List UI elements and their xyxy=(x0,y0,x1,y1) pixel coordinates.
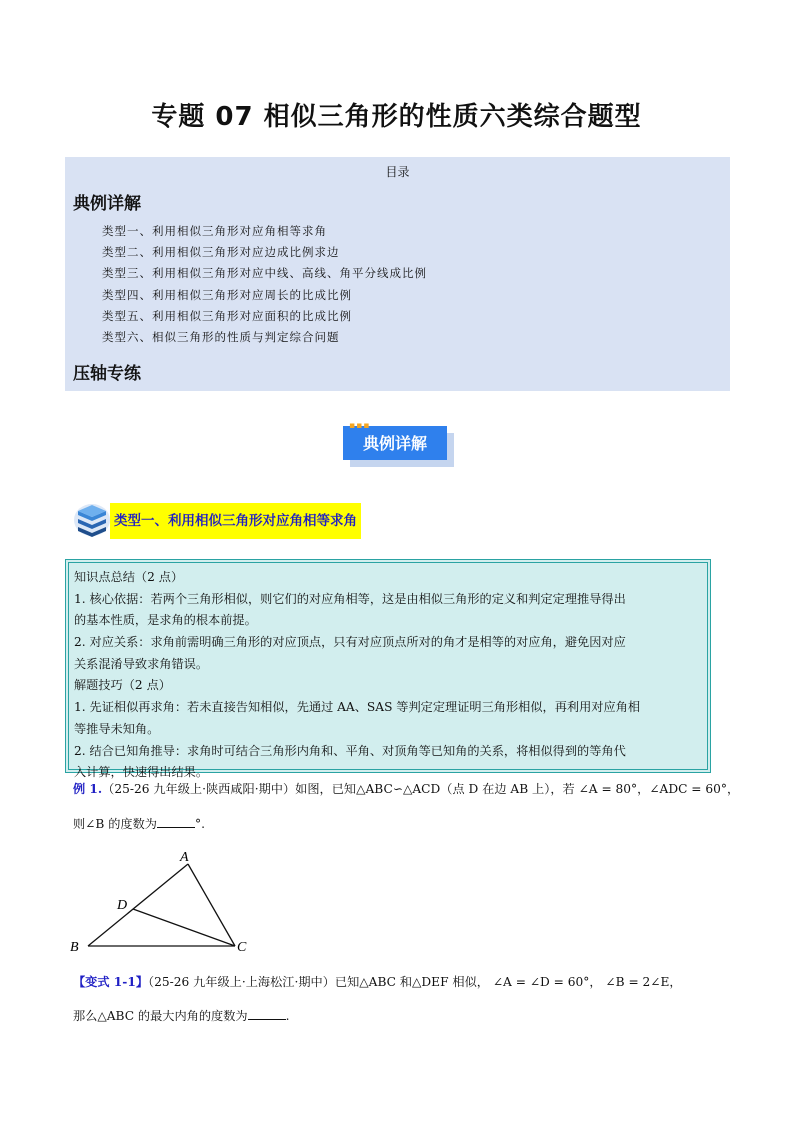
toc-item[interactable]: 类型一、利用相似三角形对应角相等求角 xyxy=(102,224,327,238)
variant-1-1-question xyxy=(73,1007,290,1024)
question-prefix: 则∠B 的度数为 xyxy=(73,817,157,831)
knowledge-line: 2. 结合已知角推导：求角时可结合三角形内角和、平角、对顶角等已知角的关系，将相似得到的等角代 xyxy=(74,743,626,758)
example-1-question xyxy=(73,815,205,832)
variant-1-1 xyxy=(73,973,682,990)
question-suffix: °. xyxy=(194,817,205,831)
knowledge-line: 知识点总结（2 点） xyxy=(74,570,184,584)
label-a: A xyxy=(180,850,189,865)
toc-item[interactable]: 类型五、利用相似三角形对应面积的比成比例 xyxy=(102,308,352,323)
knowledge-line: 1. 核心依据：若两个三角形相似，则它们的对应角相等，这是由相似三角形的定义和判定定理推导得出 xyxy=(74,591,626,606)
type-heading: 类型一、利用相似三角形对应角相等求角 xyxy=(110,503,361,539)
toc-section-exercises[interactable]: 压轴专练 xyxy=(73,364,141,384)
toc-item[interactable]: 类型六、相似三角形的性质与判定综合问题 xyxy=(102,329,340,344)
toc-item[interactable]: 类型四、利用相似三角形对应周长的比成比例 xyxy=(102,287,352,302)
table-of-contents xyxy=(65,157,730,391)
segment-dc xyxy=(133,909,235,946)
label-d: D xyxy=(117,898,128,913)
knowledge-line: 1. 先证相似再求角：若未直接告知相似，先通过 AA、SAS 等判定定理证明三角形相似，再利用对应角相 xyxy=(74,700,641,715)
toc-item[interactable]: 类型三、利用相似三角形对应中线、高线、角平分线成比例 xyxy=(102,266,427,281)
section-banner xyxy=(343,421,455,468)
answer-blank[interactable] xyxy=(157,815,195,828)
question-suffix: . xyxy=(285,1009,290,1023)
knowledge-line: 等推导未知角。 xyxy=(74,721,160,736)
page-title: 专题 07 相似三角形的性质六类综合题型 xyxy=(151,102,642,132)
banner-dots: ▪▪▪ xyxy=(349,421,371,431)
segment-ab xyxy=(88,864,188,946)
label-b: B xyxy=(70,940,79,955)
example-1 xyxy=(73,779,739,799)
toc-item-list xyxy=(102,221,427,348)
segment-ac xyxy=(188,864,235,946)
knowledge-line: 解题技巧（2 点） xyxy=(74,678,171,693)
example-text: （25-26 九年级上·陕西咸阳·期中）如图，已知△ABC∽△ACD（点 D 在边 AB 上），若 ∠A = 80°，∠ADC = 60°， xyxy=(102,782,740,796)
knowledge-line: 关系混淆导致求角错误。 xyxy=(74,656,209,671)
label-c: C xyxy=(237,940,247,955)
toc-heading: 目录 xyxy=(385,165,410,179)
example-tag: 例 1. xyxy=(73,782,103,796)
answer-blank[interactable] xyxy=(248,1007,286,1020)
toc-item[interactable]: 类型二、利用相似三角形对应边成比例求边 xyxy=(102,245,340,260)
banner-label: 典例详解 xyxy=(343,426,447,460)
books-stack-icon xyxy=(72,500,112,540)
question-prefix: 那么△ABC 的最大内角的度数为 xyxy=(73,1009,248,1023)
knowledge-box-inner xyxy=(68,562,708,780)
variant-tag: 【变式 1-1】 xyxy=(73,975,149,989)
toc-section-examples[interactable]: 典例详解 xyxy=(73,194,141,214)
knowledge-line: 的基本性质，是求角的根本前提。 xyxy=(74,613,257,628)
knowledge-line: 入计算，快速得出结果。 xyxy=(74,765,209,780)
knowledge-line: 2. 对应关系：求角前需明确三角形的对应顶点，只有对应顶点所对的角才是相等的对应角，避免因对应 xyxy=(74,635,626,650)
variant-text: （25-26 九年级上·上海松江·期中）已知△ABC 和△DEF 相似， ∠A = ∠D = 60°， ∠B = 2∠E， xyxy=(148,975,682,989)
knowledge-box xyxy=(65,559,711,780)
triangle-figure xyxy=(65,845,265,957)
